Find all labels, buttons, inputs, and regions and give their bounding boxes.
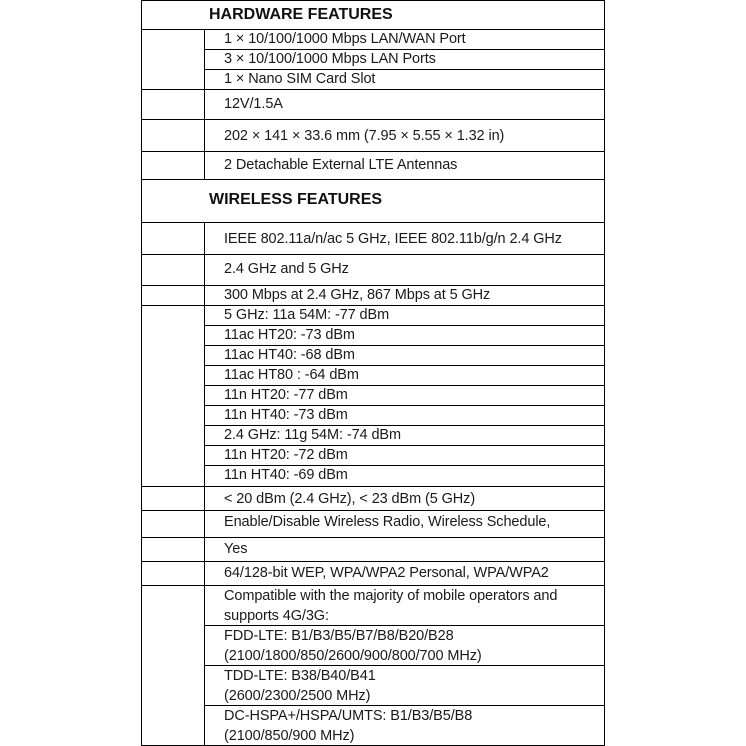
signal-rate-value: 300 Mbps at 2.4 GHz, 867 Mbps at 5 GHz (224, 287, 491, 303)
security-label-cell (141, 561, 205, 585)
security-value: 64/128-bit WEP, WPA/WPA2 Personal, WPA/WPA2 (224, 565, 549, 581)
row-divider (205, 465, 605, 466)
row-divider (141, 179, 605, 180)
row-divider (205, 49, 605, 50)
row-divider (141, 305, 605, 306)
sensitivity-value-cell (205, 305, 605, 486)
interface-row (141, 29, 605, 89)
interface-line: 1 × 10/100/1000 Mbps LAN/WAN Port (224, 31, 466, 47)
sensitivity-line: 2.4 GHz: 11g 54M: -74 dBm (224, 427, 401, 443)
row-divider (141, 29, 605, 30)
power-value-cell (205, 89, 605, 119)
sensitivity-label-cell (141, 305, 205, 486)
wds-label-cell (141, 537, 205, 561)
row-divider (205, 69, 605, 70)
interface-line: 3 × 10/100/1000 Mbps LAN Ports (224, 51, 436, 67)
wireless-functions-row (141, 510, 605, 537)
row-divider (205, 405, 605, 406)
dimensions-row (141, 119, 605, 151)
sensitivity-line: 11ac HT20: -73 dBm (224, 327, 355, 343)
hardware-header-cell (141, 0, 605, 29)
power-value: 12V/1.5A (224, 96, 283, 112)
hardware-section-title: HARDWARE FEATURES (209, 6, 393, 23)
wireless-functions-value: Enable/Disable Wireless Radio, Wireless Schedule, (224, 514, 551, 530)
row-divider (141, 254, 605, 255)
row-divider (141, 510, 605, 511)
signal-rate-value-cell (205, 285, 605, 305)
row-divider (141, 89, 605, 90)
standards-row (141, 222, 605, 254)
row-divider (141, 537, 605, 538)
sensitivity-line: 11n HT20: -72 dBm (224, 447, 348, 463)
antenna-value-cell (205, 151, 605, 179)
sensitivity-line: 11n HT40: -69 dBm (224, 467, 348, 483)
row-divider (141, 561, 605, 562)
row-divider (205, 425, 605, 426)
row-divider (141, 119, 605, 120)
row-divider (205, 625, 605, 626)
network-line: (2100/1800/850/2600/900/800/700 MHz) (224, 648, 482, 664)
dimensions-value: 202 × 141 × 33.6 mm (7.95 × 5.55 × 1.32 in) (224, 128, 505, 144)
power-row (141, 89, 605, 119)
interface-value-cell (205, 29, 605, 89)
transmit-power-value-cell (205, 486, 605, 510)
transmit-power-label-cell (141, 486, 205, 510)
dimensions-label-cell (141, 119, 205, 151)
row-divider (141, 285, 605, 286)
signal-rate-label-cell (141, 285, 205, 305)
power-label-cell (141, 89, 205, 119)
wireless-header-cell (141, 179, 605, 222)
sensitivity-line: 5 GHz: 11a 54M: -77 dBm (224, 307, 390, 323)
interface-label-cell (141, 29, 205, 89)
row-divider (205, 385, 605, 386)
antenna-row (141, 151, 605, 179)
dimensions-value-cell (205, 119, 605, 151)
wireless-functions-value-cell (205, 510, 605, 537)
wireless-header-row (141, 179, 605, 222)
sensitivity-line: 11n HT20: -77 dBm (224, 387, 348, 403)
sensitivity-line: 11n HT40: -73 dBm (224, 407, 348, 423)
network-line: FDD-LTE: B1/B3/B5/B7/B8/B20/B28 (224, 628, 454, 644)
row-divider (205, 665, 605, 666)
network-row (141, 585, 605, 746)
wds-value-cell (205, 537, 605, 561)
antenna-label-cell (141, 151, 205, 179)
standards-value-cell (205, 222, 605, 254)
frequency-value: 2.4 GHz and 5 GHz (224, 261, 349, 277)
sensitivity-line: 11ac HT80 : -64 dBm (224, 367, 359, 383)
row-divider (205, 325, 605, 326)
network-line: supports 4G/3G: (224, 608, 329, 624)
network-label-cell (141, 585, 205, 746)
network-line: Compatible with the majority of mobile operators and (224, 588, 558, 604)
network-line: TDD-LTE: B38/B40/B41 (224, 668, 376, 684)
spec-sheet (141, 0, 605, 746)
transmit-power-value: < 20 dBm (2.4 GHz), < 23 dBm (5 GHz) (224, 491, 476, 507)
standards-label-cell (141, 222, 205, 254)
row-divider (205, 345, 605, 346)
wireless-section-title: WIRELESS FEATURES (209, 191, 383, 208)
frequency-value-cell (205, 254, 605, 285)
transmit-power-row (141, 486, 605, 510)
row-divider (205, 705, 605, 706)
antenna-value: 2 Detachable External LTE Antennas (224, 157, 458, 173)
wds-value: Yes (224, 541, 248, 557)
network-line: (2100/850/900 MHz) (224, 728, 355, 744)
network-line: DC-HSPA+/HSPA/UMTS: B1/B3/B5/B8 (224, 708, 473, 724)
wds-row (141, 537, 605, 561)
frequency-label-cell (141, 254, 205, 285)
security-value-cell (205, 561, 605, 585)
standards-value: IEEE 802.11a/n/ac 5 GHz, IEEE 802.11b/g/n 2.4 GHz (224, 231, 562, 247)
row-divider (205, 365, 605, 366)
table-top-border (141, 0, 605, 1)
sensitivity-row (141, 305, 605, 486)
row-divider (141, 222, 605, 223)
network-line: (2600/2300/2500 MHz) (224, 688, 371, 704)
wireless-functions-label-cell (141, 510, 205, 537)
signal-rate-row (141, 285, 605, 305)
row-divider (141, 151, 605, 152)
row-divider (141, 585, 605, 586)
row-divider (205, 445, 605, 446)
row-divider (141, 486, 605, 487)
hardware-header-row (141, 0, 605, 29)
interface-line: 1 × Nano SIM Card Slot (224, 71, 376, 87)
frequency-row (141, 254, 605, 285)
security-row (141, 561, 605, 585)
sensitivity-line: 11ac HT40: -68 dBm (224, 347, 355, 363)
